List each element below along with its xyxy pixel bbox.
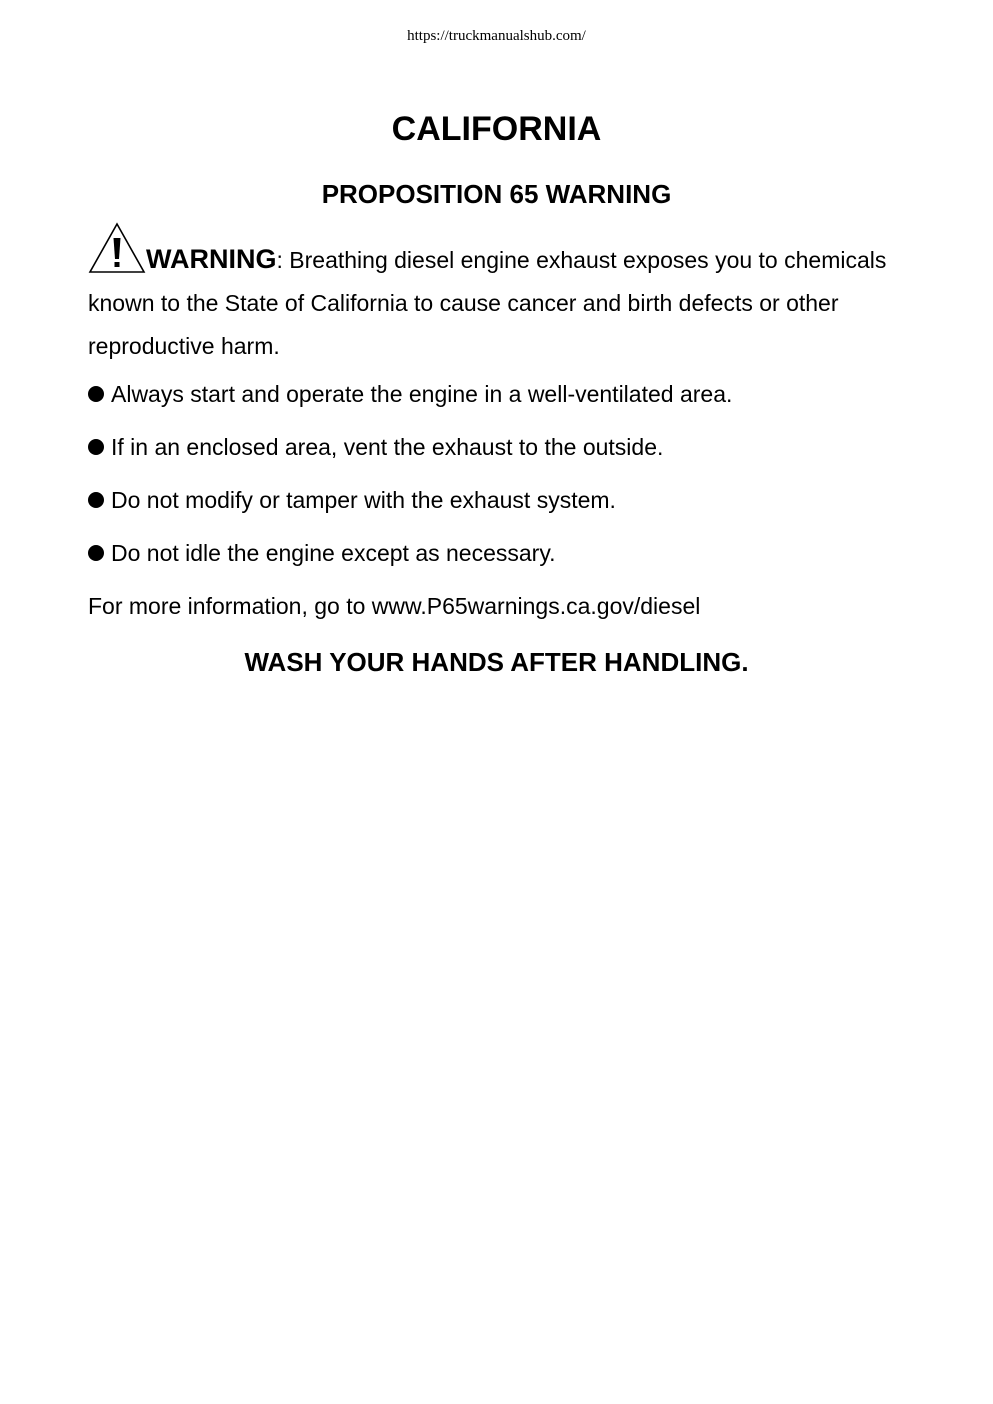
- source-url[interactable]: https://truckmanualshub.com/: [407, 28, 586, 44]
- list-item: [88, 537, 908, 590]
- list-item-text: Always start and operate the engine in a well-ventilated area.: [111, 381, 733, 407]
- bullet-icon: [88, 439, 104, 455]
- page-title: CALIFORNIA: [391, 110, 602, 148]
- bullet-icon: [88, 492, 104, 508]
- wash-hands-notice: WASH YOUR HANDS AFTER HANDLING.: [244, 647, 749, 677]
- bullet-icon: [88, 386, 104, 402]
- list-item-text: Do not idle the engine except as necessary.: [111, 540, 556, 566]
- bullet-icon: [88, 545, 104, 561]
- list-item-text: If in an enclosed area, vent the exhaust to the outside.: [111, 434, 664, 460]
- list-item: [88, 431, 908, 484]
- warning-text: : Breathing diesel engine exhaust exposes you to chemicals known to the State of California to cause cancer and birth defects or other reproductive harm.: [88, 247, 887, 359]
- page-subtitle: PROPOSITION 65 WARNING: [321, 179, 672, 209]
- list-item: [88, 378, 908, 431]
- warning-triangle-icon: [88, 222, 146, 274]
- list-item-text: Do not modify or tamper with the exhaust system.: [111, 487, 616, 513]
- warning-paragraph: [88, 222, 888, 368]
- precautions-list: [88, 378, 908, 590]
- list-item: [88, 484, 908, 537]
- warning-label: WARNING: [146, 244, 277, 274]
- more-info-text: For more information, go to www.P65warnings.ca.gov/diesel: [88, 593, 701, 619]
